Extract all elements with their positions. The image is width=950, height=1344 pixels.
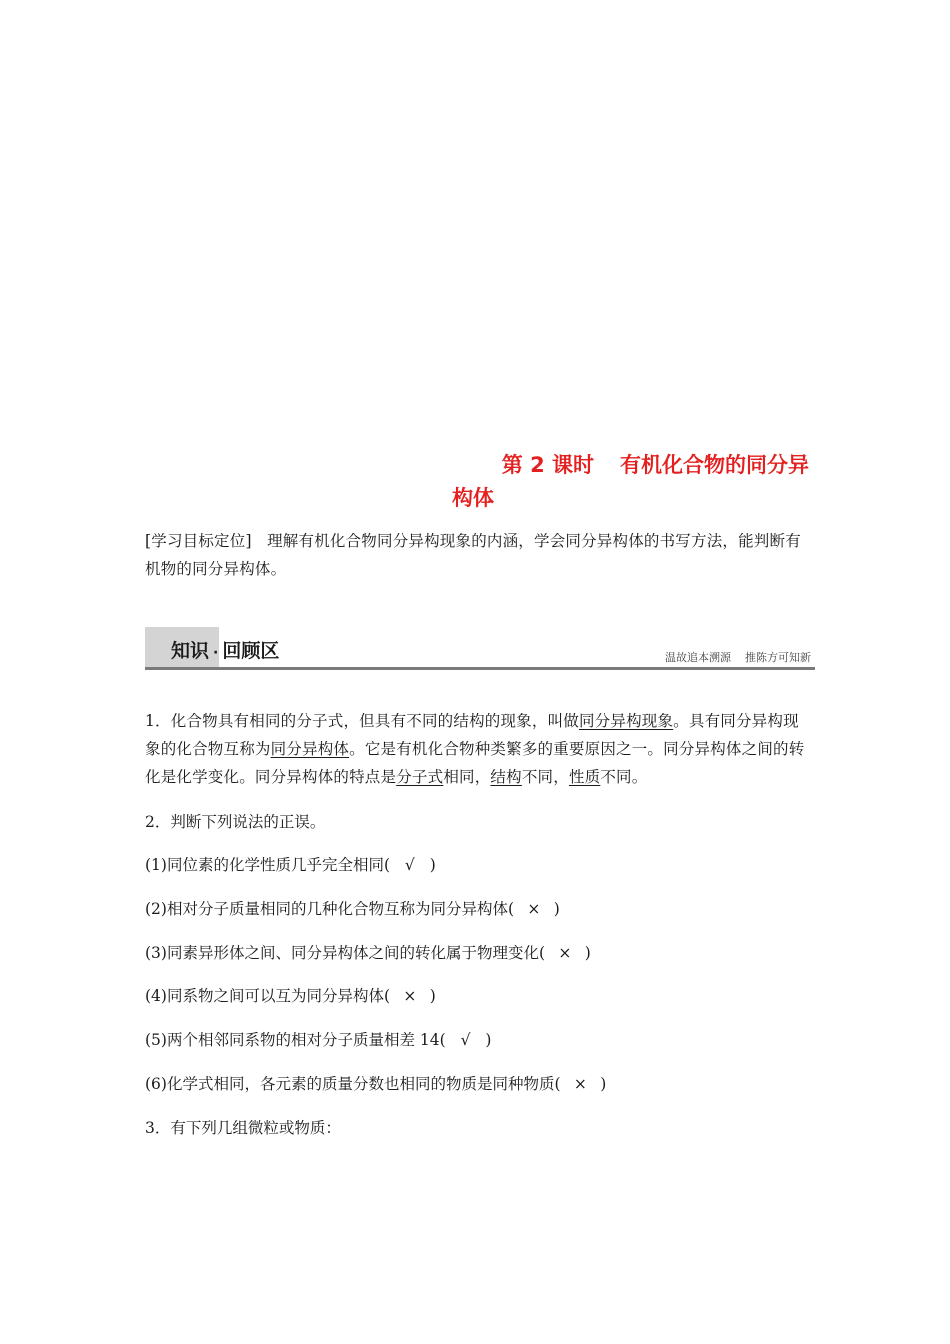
item-1-text: 1．化合物具有相同的分子式，但具有不同的结构的现象，叫做 bbox=[145, 712, 579, 730]
section-banner bbox=[145, 627, 815, 671]
statement-text: (4)同系物之间可以互为同分异构体( bbox=[145, 987, 391, 1005]
statement-text: (1)同位素的化学性质几乎完全相同( bbox=[145, 856, 391, 874]
item-1-paragraph bbox=[145, 707, 809, 791]
statement-2 bbox=[145, 897, 560, 919]
item-1-text: 不同， bbox=[521, 768, 569, 786]
statement-paren: ) bbox=[584, 944, 591, 962]
statement-text: (3)同素异形体之间、同分异构体之间的转化属于物理变化( bbox=[145, 944, 546, 962]
cross-mark: × bbox=[403, 987, 417, 1005]
lesson-number: 第 2 课时 bbox=[501, 453, 594, 477]
statement-paren: ) bbox=[429, 856, 436, 874]
lesson-title-continued: 构体 bbox=[452, 486, 494, 510]
item-3-heading: 3．有下列几组微粒或物质： bbox=[145, 1119, 341, 1137]
statement-text: (2)相对分子质量相同的几种化合物互称为同分异构体( bbox=[145, 900, 515, 918]
objective-text: 理解有机化合物同分异构现象的内涵，学会同分异构体的书写方法，能判断有机物的同分异构体。 bbox=[145, 532, 801, 578]
lesson-title bbox=[145, 449, 809, 479]
item-1-text: 相同， bbox=[443, 768, 491, 786]
statement-text: (5)两个相邻同系物的相对分子质量相差 14( bbox=[145, 1031, 446, 1049]
statement-paren: ) bbox=[485, 1031, 492, 1049]
answer-blank: 分子式 bbox=[396, 768, 444, 786]
statement-5 bbox=[145, 1028, 491, 1050]
statement-paren: ) bbox=[429, 987, 436, 1005]
answer-blank: 同分异构体 bbox=[270, 740, 350, 758]
item-1-text: 。它是有机化合物种类繁多的重要原因之一。同分异构体之间的转化是化学变化。同分异构体的特点是 bbox=[145, 740, 805, 786]
cross-mark: × bbox=[573, 1075, 587, 1093]
answer-blank: 同分异构现象 bbox=[578, 712, 674, 730]
item-1-text: 不同。 bbox=[600, 768, 648, 786]
section-title bbox=[171, 636, 279, 663]
statement-paren: ) bbox=[553, 900, 560, 918]
cross-mark: × bbox=[527, 900, 541, 918]
statement-4 bbox=[145, 984, 436, 1006]
answer-blank: 结构 bbox=[490, 768, 522, 786]
cross-mark: × bbox=[558, 944, 572, 962]
check-mark: √ bbox=[460, 1031, 471, 1049]
banner-divider bbox=[145, 667, 815, 670]
statement-1 bbox=[145, 853, 436, 875]
objective-label: [学习目标定位] bbox=[145, 532, 252, 550]
motto-second: 推陈方可知新 bbox=[745, 651, 811, 664]
statement-6 bbox=[145, 1072, 606, 1094]
item-1-text: 。具有同分异构现象的化合物互称为 bbox=[145, 712, 799, 758]
check-mark: √ bbox=[404, 856, 415, 874]
section-title-dot: · bbox=[213, 645, 219, 661]
motto-first: 温故追本溯源 bbox=[665, 651, 731, 664]
lesson-topic: 有机化合物的同分异 bbox=[620, 453, 809, 477]
statement-text: (6)化学式相同，各元素的质量分数也相同的物质是同种物质( bbox=[145, 1075, 561, 1093]
statement-3 bbox=[145, 941, 591, 963]
item-2-heading: 2．判断下列说法的正误。 bbox=[145, 813, 326, 831]
learning-objective bbox=[145, 527, 809, 583]
section-title-sub: 回顾区 bbox=[222, 640, 280, 662]
section-motto bbox=[665, 649, 811, 665]
section-title-main: 知识 bbox=[171, 640, 210, 662]
answer-blank: 性质 bbox=[568, 768, 601, 786]
statement-paren: ) bbox=[600, 1075, 607, 1093]
